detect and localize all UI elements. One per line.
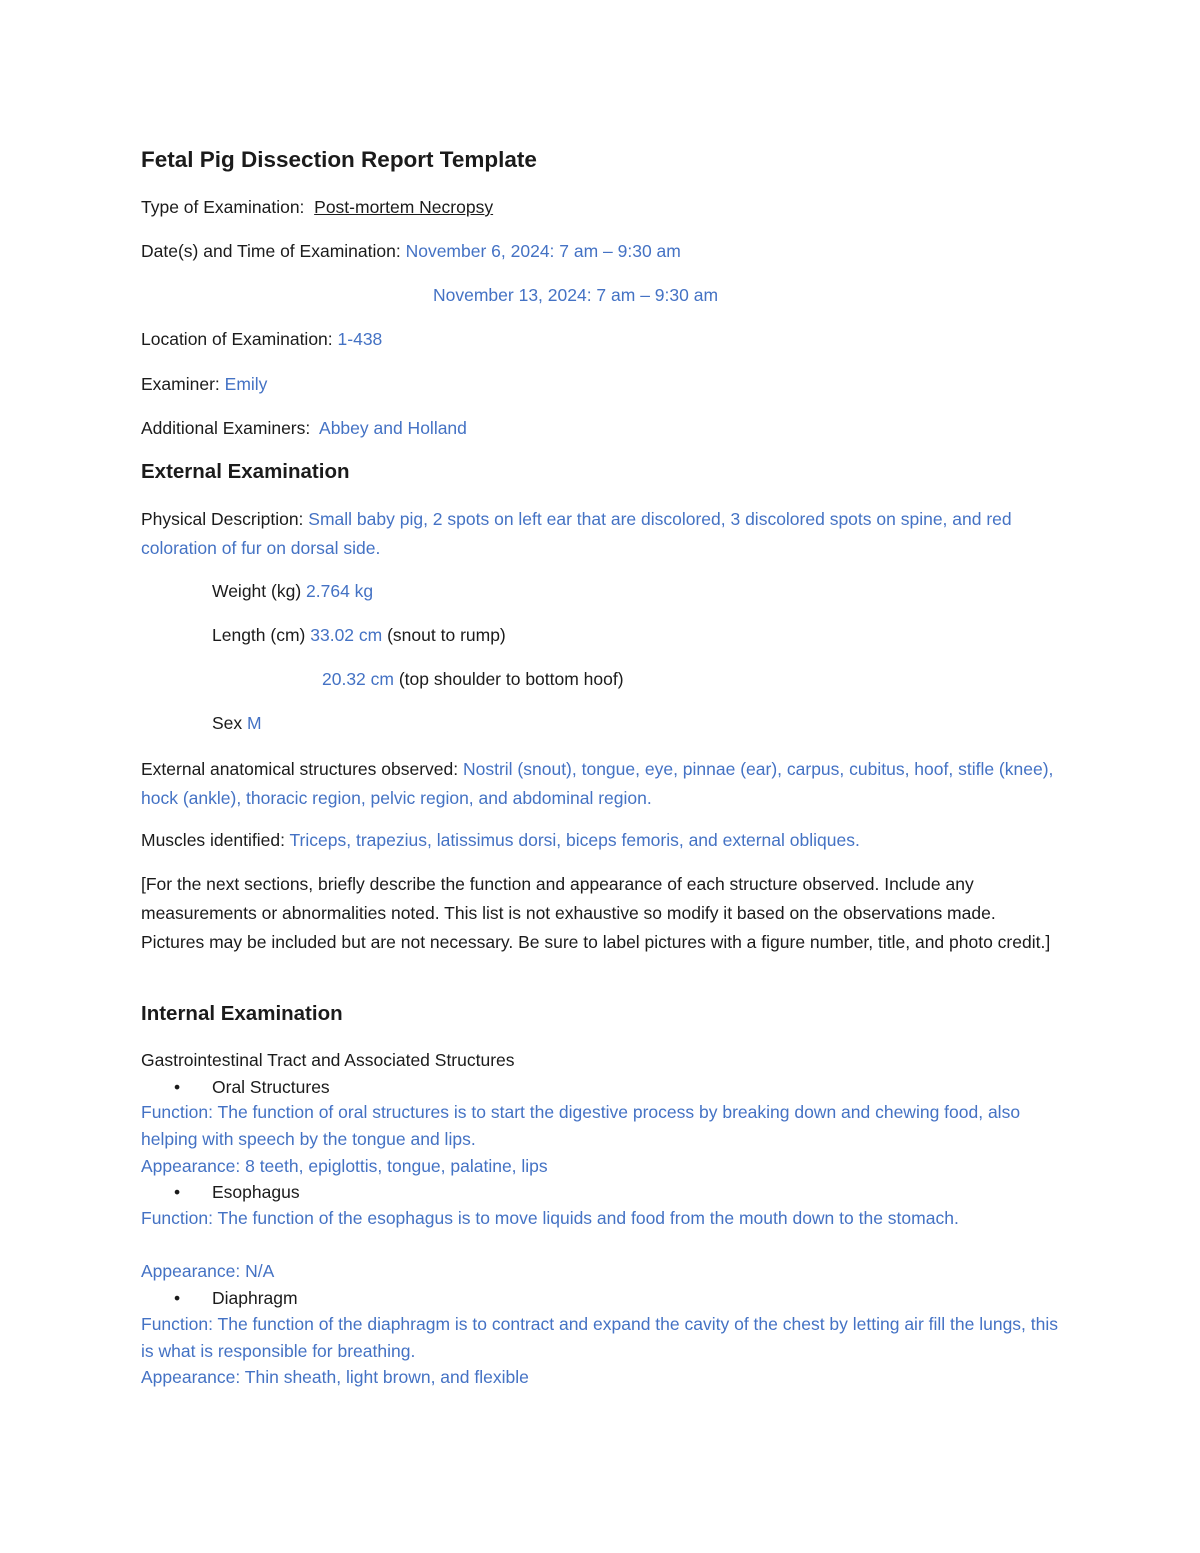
additional-examiners-label: Additional Examiners:	[141, 418, 311, 438]
exam-type-row	[141, 199, 493, 217]
length-row	[212, 627, 506, 645]
muscles-value: Triceps, trapezius, latissimus dorsi, biceps femoris, and external obliques.	[289, 830, 860, 850]
location-label: Location of Examination:	[141, 329, 333, 349]
sex-value: M	[247, 713, 262, 733]
diaphragm-appearance: Appearance: Thin sheath, light brown, and flexible	[141, 1367, 529, 1387]
gi-subheading: Gastrointestinal Tract and Associated Structures	[141, 1050, 515, 1070]
length-note-1: (snout to rump)	[387, 625, 506, 645]
esophagus-function: Function: The function of the esophagus is to move liquids and food from the mouth down to the stomach.	[141, 1208, 959, 1228]
sex-label: Sex	[212, 713, 243, 733]
muscles-row	[141, 832, 860, 850]
oral-appearance: Appearance: 8 teeth, epiglottis, tongue, palatine, lips	[141, 1156, 548, 1176]
structures-label: External anatomical structures observed:	[141, 759, 459, 779]
diaphragm-function: Function: The function of the diaphragm is to contract and expand the cavity of the chest by letting air fill the lungs, this is what is responsible for breathing.	[141, 1314, 1059, 1361]
physical-label: Physical Description:	[141, 509, 304, 529]
exam-date-2: November 13, 2024: 7 am – 9:30 am	[433, 285, 719, 305]
bullet-icon: •	[174, 1288, 181, 1308]
internal-heading: Internal Examination	[141, 1002, 343, 1025]
additional-examiners-row	[141, 420, 467, 438]
examiner-label: Examiner:	[141, 374, 220, 394]
muscles-label: Muscles identified:	[141, 830, 285, 850]
exam-date-1: November 6, 2024: 7 am – 9:30 am	[405, 241, 681, 261]
exam-type-label: Type of Examination:	[141, 197, 305, 217]
esophagus-appearance: Appearance: N/A	[141, 1261, 275, 1281]
external-heading: External Examination	[141, 460, 350, 483]
bullet-icon: •	[174, 1077, 181, 1097]
length-note-2: (top shoulder to bottom hoof)	[398, 669, 624, 689]
physical-description	[141, 505, 1061, 562]
structures-value: Nostril (snout), tongue, eye, pinnae (ear), carpus, cubitus, hoof, stifle (knee), hock (ankle), thoracic region, pelvic region, and abdominal region.	[141, 759, 1054, 808]
item-esophagus: Esophagus	[212, 1182, 300, 1202]
additional-examiners-value: Abbey and Holland	[319, 418, 467, 438]
location-value: 1-438	[337, 329, 383, 349]
item-diaphragm: Diaphragm	[212, 1288, 298, 1308]
oral-function: Function: The function of oral structures is to start the digestive process by breaking down and chewing food, also helping with speech by the tongue and lips.	[141, 1102, 1021, 1149]
length-value-2: 20.32 cm	[322, 669, 394, 689]
instructions-paragraph: [For the next sections, briefly describe the function and appearance of each structure observed. Include any measurements or abnormalities noted. This list is not exhaustive so modify it based on the observations made. Pictures may be included but are not necessary. Be sure to label pictures with a figure number, title, and photo credit.]	[141, 874, 1051, 952]
physical-value: Small baby pig, 2 spots on left ear that are discolored, 3 discolored spots on spine, and red coloration of fur on dorsal side.	[141, 509, 1012, 558]
exam-dates-row	[141, 243, 681, 261]
length-value-1: 33.02 cm	[310, 625, 383, 645]
weight-label: Weight (kg)	[212, 581, 302, 601]
bullet-icon: •	[174, 1182, 181, 1202]
length-row-2	[322, 671, 624, 689]
examiner-row	[141, 376, 267, 394]
examiner-value: Emily	[224, 374, 268, 394]
sex-row	[212, 715, 262, 733]
weight-value: 2.764 kg	[306, 581, 374, 601]
location-row	[141, 331, 382, 349]
exam-type-value: Post-mortem Necropsy	[314, 197, 494, 217]
weight-row	[212, 583, 373, 601]
external-structures	[141, 755, 1061, 812]
page-title: Fetal Pig Dissection Report Template	[141, 147, 537, 172]
item-oral-structures: Oral Structures	[212, 1077, 330, 1097]
exam-dates-label: Date(s) and Time of Examination:	[141, 241, 401, 261]
length-label: Length (cm)	[212, 625, 306, 645]
